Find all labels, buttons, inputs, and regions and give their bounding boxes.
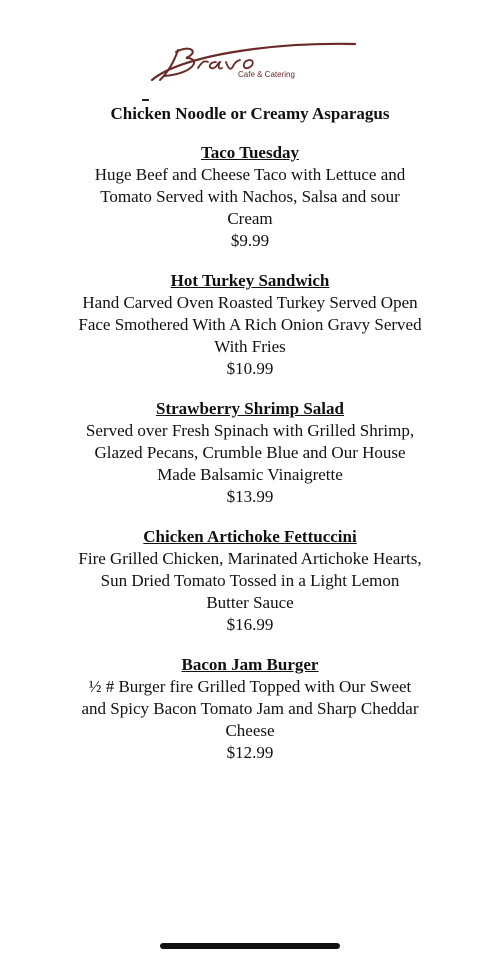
menu-item-price: $13.99 <box>226 487 274 506</box>
menu-item-price: $10.99 <box>226 359 274 378</box>
menu-item <box>0 398 500 508</box>
logo-tagline: Cafe & Catering <box>238 70 295 79</box>
menu-item-name: Chicken Artichoke Fettuccini <box>143 527 357 546</box>
home-indicator-bar[interactable] <box>160 943 340 949</box>
menu-item-description: Huge Beef and Cheese Taco with Lettuce and Tomato Served with Nachos, Salsa and sour Cream <box>94 165 406 228</box>
menu-item-name: Strawberry Shrimp Salad <box>156 399 344 418</box>
divider-dash <box>142 99 149 101</box>
menu-item-description: Served over Fresh Spinach with Grilled Shrimp, Glazed Pecans, Crumble Blue and Our House Made Balsamic Vinaigrette <box>85 421 415 484</box>
menu-item-description: ½ # Burger fire Grilled Topped with Our Sweet and Spicy Bacon Tomato Jam and Sharp Cheddar Cheese <box>81 677 419 740</box>
soup-of-day: Chicken Noodle or Creamy Asparagus <box>110 104 390 123</box>
menu-item <box>0 270 500 380</box>
menu-item-description: Hand Carved Oven Roasted Turkey Served Open Face Smothered With A Rich Onion Gravy Served With Fries <box>78 293 422 356</box>
bravo-logo-wordmark <box>150 36 365 96</box>
menu-item-price: $9.99 <box>230 231 270 250</box>
menu-item <box>0 654 500 764</box>
menu-item-description: Fire Grilled Chicken, Marinated Artichoke Hearts, Sun Dried Tomato Tossed in a Light Lemon Butter Sauce <box>78 549 422 612</box>
menu-item-price: $16.99 <box>226 615 274 634</box>
menu-item <box>0 142 500 252</box>
menu-item-name: Bacon Jam Burger <box>181 655 319 674</box>
menu-item-price: $12.99 <box>226 743 274 762</box>
menu-item-name: Hot Turkey Sandwich <box>170 271 330 290</box>
bravo-logo <box>150 36 365 96</box>
menu-item <box>0 526 500 636</box>
menu-item-name: Taco Tuesday <box>200 143 300 162</box>
menu-list <box>0 142 500 782</box>
